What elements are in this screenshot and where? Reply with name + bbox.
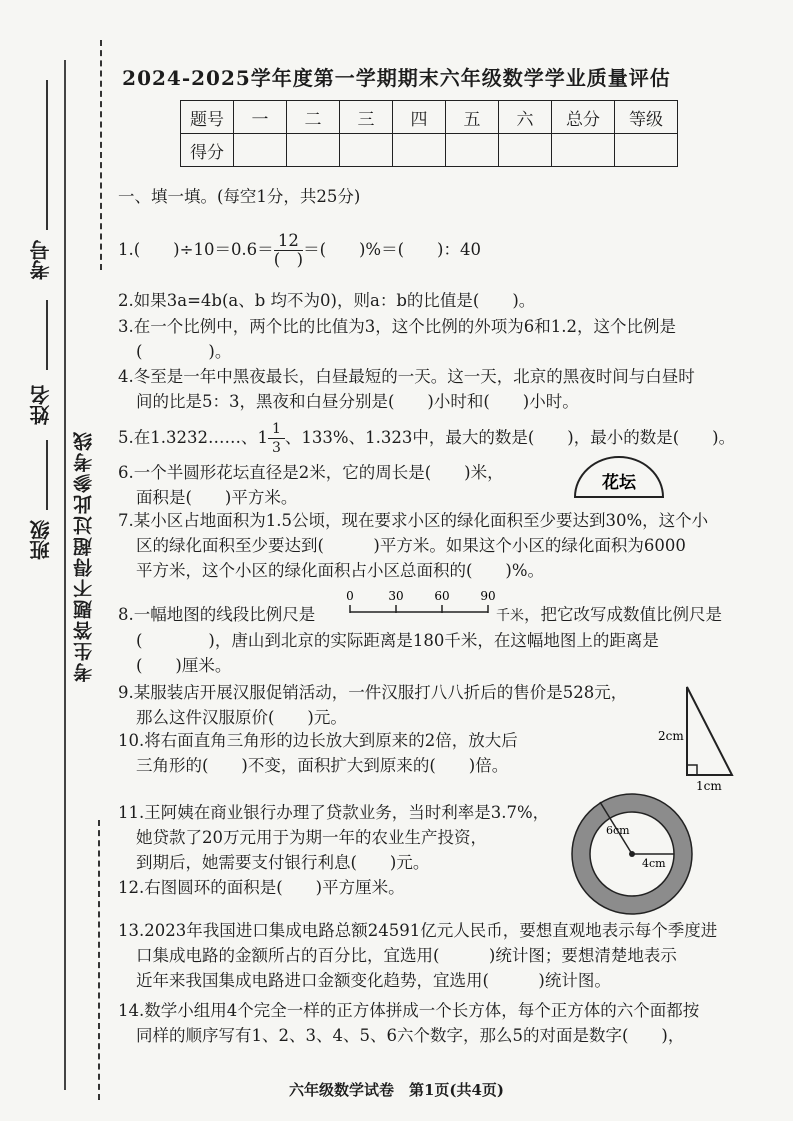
scale-tick-label: 90 bbox=[480, 589, 496, 603]
question-7-line-3: 平方米，这个小区的绿化面积占小区总面积的( )%。 bbox=[136, 561, 545, 580]
triangle-base-label: 1cm bbox=[696, 779, 722, 793]
score-blank[interactable] bbox=[340, 134, 393, 167]
question-13-line-1: 13.2023年我国进口集成电路总额24591亿元人民币，要想直观地表示每个季度进 bbox=[118, 921, 718, 940]
question-14-line-2: 同样的顺序写有1、2、3、4、5、6六个数字，那么5的对面是数字( )， bbox=[136, 1026, 685, 1045]
triangle-height-label: 2cm bbox=[658, 729, 684, 743]
scale-tick-label: 0 bbox=[346, 589, 354, 603]
name-blank bbox=[46, 300, 48, 370]
question-9-line-1: 9.某服装店开展汉服促销活动，一件汉服打八八折后的售价是528元， bbox=[118, 683, 628, 702]
question-7-line-1: 7.某小区占地面积为1.5公顷，现在要求小区的绿化面积至少要达到30%，这个小 bbox=[118, 511, 709, 530]
score-cell: 等级 bbox=[615, 101, 678, 134]
q5-part-a: 5.在1.3232……、1 bbox=[118, 428, 268, 447]
score-table bbox=[180, 100, 678, 167]
q5-numerator: 1 bbox=[268, 420, 285, 439]
question-1 bbox=[118, 232, 481, 269]
question-9-line-2: 那么这件汉服原价( )元。 bbox=[136, 708, 347, 727]
score-cell: 四 bbox=[393, 101, 446, 134]
page-footer: 六年级数学试卷 第1页(共4页) bbox=[288, 1081, 505, 1099]
question-4-line-2: 间的比是5：3，黑夜和白昼分别是( )小时和( )小时。 bbox=[136, 392, 579, 411]
score-row-label: 得分 bbox=[181, 134, 234, 167]
section-heading: 一、填一填。(每空1分，共25分) bbox=[118, 187, 361, 206]
question-2: 2.如果3a=4b(a、b 均不为0)，则a：b的比值是( )。 bbox=[118, 291, 536, 310]
class-blank bbox=[46, 440, 48, 510]
q5-fraction bbox=[268, 420, 285, 457]
question-11-line-2: 她贷款了20万元用于为期一年的农业生产投资， bbox=[136, 828, 487, 847]
question-11-line-3: 到期后，她需要支付银行利息( )元。 bbox=[136, 853, 430, 872]
question-8-line-2: ( )，唐山到北京的实际距离是180千米，在这幅地图上的距离是 bbox=[136, 631, 659, 650]
scale-tick-label: 60 bbox=[434, 589, 450, 603]
question-11-line-1: 11.王阿姨在商业银行办理了贷款业务，当时利率是3.7%， bbox=[118, 803, 550, 822]
question-8-line-3: ( )厘米。 bbox=[136, 656, 232, 675]
score-blank[interactable] bbox=[615, 134, 678, 167]
question-10-line-2: 三角形的( )不变，面积扩大到原来的( )倍。 bbox=[136, 756, 509, 775]
flowerbed-label: 花坛 bbox=[602, 473, 636, 493]
q1-fraction bbox=[274, 232, 303, 269]
inner-radius-label: 4cm bbox=[642, 857, 666, 870]
question-7-line-2: 区的绿化面积至少要达到( )平方米。如果这个小区的绿化面积为6000 bbox=[136, 536, 686, 555]
question-10-line-1: 10.将右面直角三角形的边长放大到原来的2倍，放大后 bbox=[118, 731, 518, 750]
q1-part-a: 1.( )÷10＝0.6＝ bbox=[118, 240, 274, 259]
exam-title: 2024-2025学年度第一学期期末六年级数学学业质量评估 bbox=[122, 66, 671, 90]
question-8-part-a: 8.一幅地图的线段比例尺是 bbox=[118, 605, 316, 624]
score-cell: 三 bbox=[340, 101, 393, 134]
score-cell: 二 bbox=[287, 101, 340, 134]
q1-numerator: 12 bbox=[274, 232, 303, 251]
score-cell: 六 bbox=[499, 101, 552, 134]
name-label: 姓名 bbox=[29, 385, 53, 425]
flowerbed-semicircle-figure bbox=[572, 454, 666, 500]
exam-number-label: 考号 bbox=[29, 240, 53, 280]
question-13-line-2: 口集成电路的金额所占的百分比，宜选用( )统计图；要想清楚地表示 bbox=[136, 946, 677, 965]
q5-denominator: 3 bbox=[271, 440, 281, 456]
score-blank[interactable] bbox=[552, 134, 615, 167]
score-blank[interactable] bbox=[499, 134, 552, 167]
binding-rule bbox=[64, 60, 66, 1090]
score-blank[interactable] bbox=[393, 134, 446, 167]
q8-part-b-text: ，把它改写成数值比例尺是 bbox=[524, 605, 722, 624]
q1-part-b: ＝( )%＝( )：40 bbox=[303, 240, 481, 259]
scale-tick-label: 30 bbox=[388, 589, 404, 603]
question-12: 12.右图圆环的面积是( )平方厘米。 bbox=[118, 878, 405, 897]
question-6-line-2: 面积是( )平方米。 bbox=[136, 488, 298, 507]
right-triangle-figure bbox=[650, 683, 740, 795]
question-13-line-3: 近年来我国集成电路进口金额变化趋势，宜选用( )统计图。 bbox=[136, 971, 611, 990]
score-table-score-row bbox=[181, 134, 678, 167]
binding-line-inner bbox=[98, 820, 100, 1100]
scale-unit: 千米 bbox=[496, 608, 524, 624]
class-label: 班级 bbox=[29, 520, 53, 560]
question-4-line-1: 4.冬至是一年中黑夜最长，白昼最短的一天。这一天，北京的黑夜时间与白昼时 bbox=[118, 367, 695, 386]
question-5 bbox=[118, 420, 735, 457]
score-cell: 总分 bbox=[552, 101, 615, 134]
line-scale-bar bbox=[336, 586, 502, 620]
score-blank[interactable] bbox=[446, 134, 499, 167]
score-blank[interactable] bbox=[287, 134, 340, 167]
question-14-line-1: 14.数学小组用4个完全一样的正方体拼成一个长方体，每个正方体的六个面都按 bbox=[118, 1001, 700, 1020]
outer-radius-label: 6cm bbox=[606, 824, 630, 837]
q5-part-b: 、133%、1.323中，最大的数是( )，最小的数是( )。 bbox=[284, 428, 736, 447]
score-cell: 一 bbox=[234, 101, 287, 134]
question-3-line-1: 3.在一个比例中，两个比的比值为3，这个比例的外项为6和1.2，这个比例是 bbox=[118, 317, 676, 336]
score-table-header-row bbox=[181, 101, 678, 134]
annulus-figure bbox=[570, 792, 694, 916]
q1-denominator: ( ) bbox=[273, 250, 304, 269]
question-6-line-1: 6.一个半圆形花坛直径是2米，它的周长是( )米， bbox=[118, 463, 504, 482]
score-blank[interactable] bbox=[234, 134, 287, 167]
score-cell: 题号 bbox=[181, 101, 234, 134]
question-3-line-2: ( )。 bbox=[136, 342, 232, 361]
score-cell: 五 bbox=[446, 101, 499, 134]
answer-boundary-warning: 考生答题不得超过此参考线 bbox=[73, 430, 95, 682]
question-8-part-b bbox=[496, 604, 722, 627]
exam-number-blank bbox=[46, 80, 48, 230]
